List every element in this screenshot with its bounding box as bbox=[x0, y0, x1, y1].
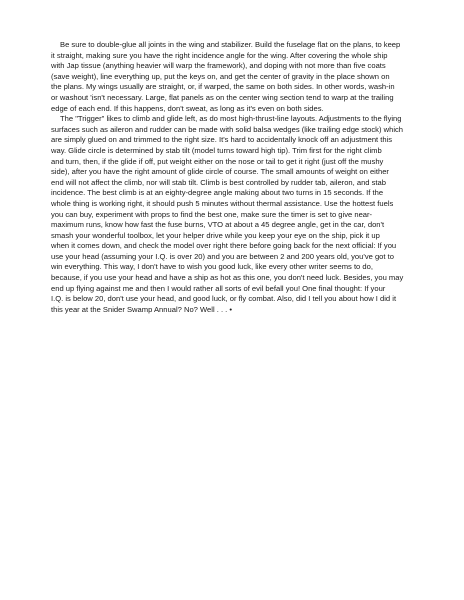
article-body bbox=[51, 40, 423, 315]
paragraph-trimming: The "Trigger" likes to climb and glide left, as do most high-thrust-line layouts. Adjustments to the flying surfaces such as aileron and rudder can be made with solid balsa wedges (like trailing edge stock) which are simply glued on and trimmed to the right size. It's hard to accidentally knock off an adjustment this way. Glide circle is determined by stab tilt (model turns toward high tip). Trim first for the right climb and turn, then, if the glide if off, put weight either on the nose or tail to get it right (just off the mushy side), after you have the right amount of glide circle of course. The small amounts of weight on either end will not affect the climb, nor will stab tilt. Climb is best controlled by rudder tab, aileron, and stab incidence. The best climb is at an eighty-degree angle making about two turns in 15 seconds. If the whole thing is working right, it should push 5 minutes without thermal assistance. Use the hottest fuels you can buy, experiment with props to find the best one, make sure the timer is set to give near- maximum runs, know how fast the fuse burns, VTO at about a 45 degree angle, get in the car, don't smash your wonderful toolbox, let your helper drive while you keep your eye on the ship, pick it up when it comes down, and check the model over right there before going back for the next official: If you use your head (assuming your I.Q. is over 20) and you are between 2 and 200 years old, you've got to win everything. This way, I don't have to wish you good luck, like every other writer seems to do, because, if you use your head and have a ship as hot as this one, you don't need luck. Besides, you may end up flying against me and then I would rather all sorts of evil befall you! One final thought: If your I.Q. is below 20, don't use your head, and good luck, or fly combat. Also, did I tell you about how I did it this year at the Snider Swamp Annual? No? Well . . . • bbox=[51, 114, 404, 314]
paragraph-construction: Be sure to double-glue all joints in the wing and stabilizer. Build the fuselage flat on the plans, to keep it straight, making sure you have the right incidence angle for the wing. After covering the whole ship with Jap tissue (anything heavier will warp the framework), and doping with not more than five coats (save weight), line everything up, put the keys on, and get the center of gravity in the place shown on the plans. My wings usually are straight, or, if warped, the same on both sides. In other words, wash-in or washout 'isn't necessary. Large, flat panels as on the center wing section tend to warp at the trailing edge of each end. If this happens, don't sweat, as long as it's even on both sides. bbox=[51, 40, 401, 113]
